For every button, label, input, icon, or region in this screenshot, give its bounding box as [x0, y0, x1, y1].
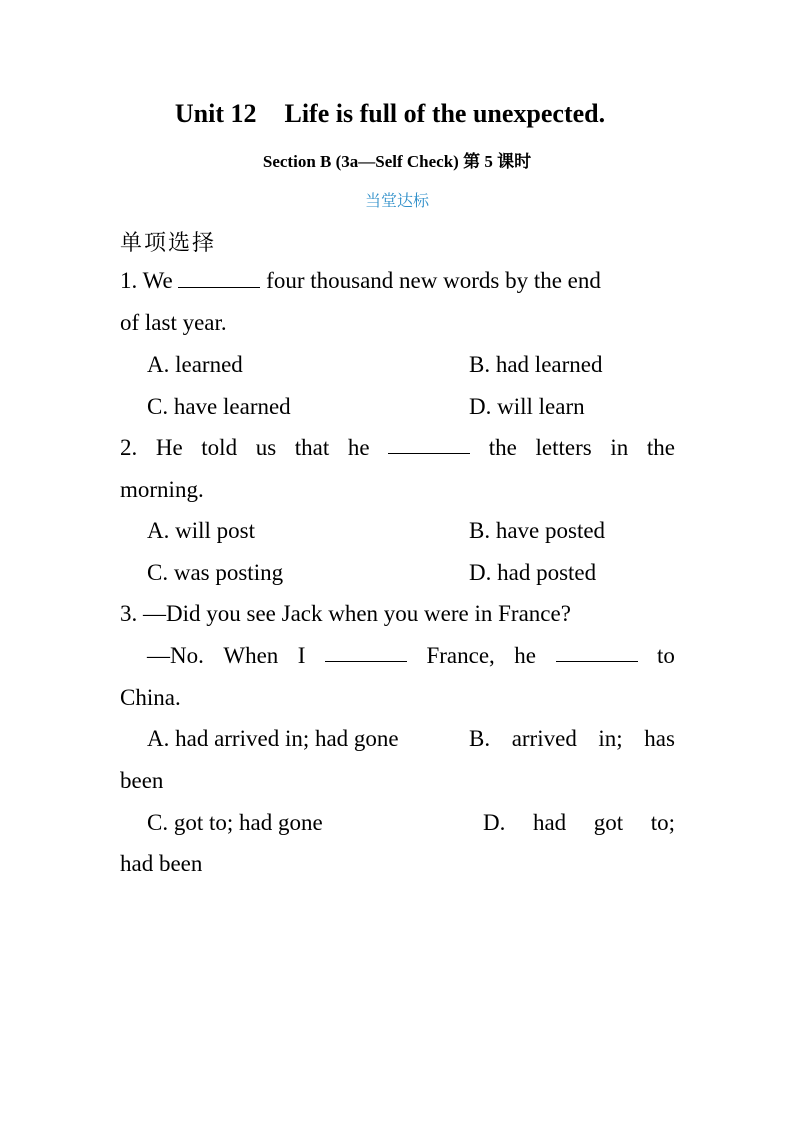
q3-option-c: C. got to; had gone [147, 810, 323, 835]
question-1-stem-cont: of last year. [120, 310, 227, 335]
question-2-stem: 2. He told us that he the letters in the [120, 435, 675, 460]
q1-option-b: B. had learned [469, 352, 603, 377]
q3-option-a: A. had arrived in; had gone [147, 726, 399, 751]
section-subtitle: Section B (3a—Self Check) 第 5 课时 [262, 152, 532, 171]
q1-option-a: A. learned [147, 352, 243, 377]
q2-option-b: B. have posted [469, 518, 606, 543]
page-title [0, 99, 780, 129]
q3-option-b-cont: been [120, 768, 164, 793]
question-3-stem: 3. —Did you see Jack when you were in France? [120, 601, 571, 626]
q2-option-c: C. was posting [147, 560, 284, 585]
question-1-stem: 1. We four thousand new words by the end [120, 268, 601, 293]
q1-option-d: D. will learn [469, 394, 585, 419]
answer-blank [325, 643, 407, 662]
q1-option-c: C. have learned [147, 394, 291, 419]
question-type-label: 单项选择 [120, 231, 217, 256]
q3-option-d-cont: had been [120, 851, 203, 876]
question-3-reply-cont: China. [120, 685, 181, 710]
q2-option-d: D. had posted [469, 560, 597, 585]
q3-option-b: B. arrived in; has [469, 726, 675, 751]
answer-blank [556, 643, 638, 662]
lesson-tag: 当堂达标 [364, 191, 429, 210]
q2-option-a: A. will post [147, 518, 255, 543]
unit-number: Unit 12 [174, 99, 257, 128]
question-2-stem-cont: morning. [120, 477, 204, 502]
question-3-reply: —No. When I France, he to [147, 643, 675, 668]
unit-title: Life is full of the unexpected. [284, 99, 606, 128]
answer-blank [388, 435, 470, 454]
answer-blank [178, 269, 260, 288]
q3-option-d: D. had got to; [483, 810, 675, 835]
